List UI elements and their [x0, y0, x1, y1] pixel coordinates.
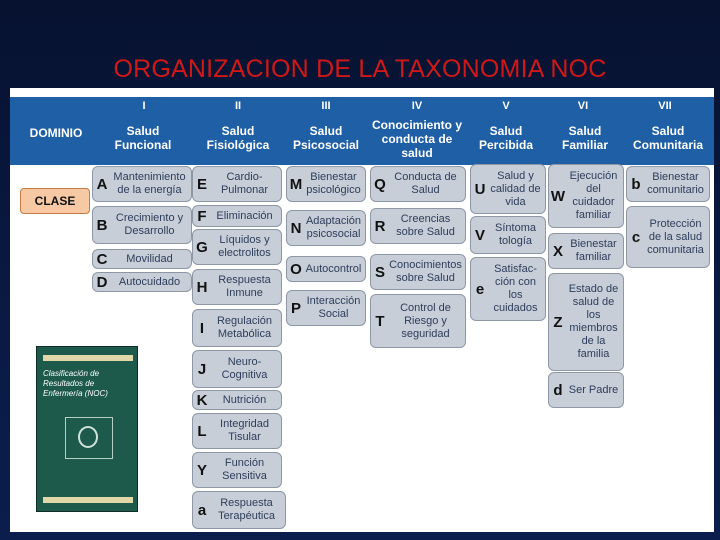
class-box	[370, 294, 466, 348]
class-text: Síntoma tología	[495, 222, 536, 247]
class-letter: Y	[196, 461, 207, 479]
class-letter: M	[289, 175, 303, 193]
class-box	[92, 206, 192, 244]
book-band	[43, 497, 133, 503]
class-box	[370, 208, 466, 244]
class-letter: Z	[553, 313, 563, 331]
class-letter: a	[197, 501, 207, 519]
domain-number: VII	[658, 100, 672, 112]
book-emblem-icon	[65, 417, 113, 459]
domain-name: Salud Familiar	[550, 115, 620, 160]
class-box	[192, 166, 282, 202]
class-box	[192, 390, 282, 410]
class-box	[192, 309, 282, 347]
class-box	[470, 164, 546, 214]
class-letter: e	[475, 280, 485, 298]
domain-number: V	[502, 100, 510, 112]
class-letter: A	[96, 175, 108, 193]
class-text: Ser Padre	[568, 383, 619, 396]
class-letter: L	[197, 422, 207, 440]
class-letter: H	[196, 278, 208, 296]
class-letter: C	[96, 250, 108, 268]
class-text: Nutrición	[222, 393, 267, 406]
class-box	[192, 269, 282, 305]
domain-number: VI	[577, 100, 589, 112]
class-text: Creencias sobre Salud	[396, 213, 455, 238]
class-box	[548, 273, 624, 371]
class-text: Adaptación psicosocial	[305, 215, 362, 240]
class-text: Ejecución del cuidador familiar	[569, 170, 618, 221]
class-letter: I	[199, 319, 205, 337]
class-letter: W	[550, 187, 566, 205]
class-letter: K	[196, 391, 208, 409]
class-text: Autocuidado	[118, 275, 181, 288]
class-text: Crecimiento y Desarrollo	[115, 212, 184, 237]
domain-number: I	[142, 100, 146, 112]
class-letter: X	[552, 242, 563, 260]
book-title: Clasificación de Resultados de Enfermería (NOC)	[43, 369, 108, 398]
class-box	[286, 166, 366, 202]
class-box	[286, 256, 366, 282]
class-letter: d	[553, 381, 563, 399]
noc-book-cover	[36, 346, 138, 512]
class-box	[470, 216, 546, 254]
class-letter: J	[197, 360, 207, 378]
domain-number: II	[234, 100, 242, 112]
class-letter: b	[631, 175, 641, 193]
class-box	[370, 254, 466, 290]
class-text: Salud y calidad de vida	[490, 169, 541, 208]
domain-name: Salud Percibida	[468, 115, 544, 160]
book-band	[43, 355, 133, 361]
class-box	[548, 164, 624, 228]
class-box	[286, 210, 366, 246]
class-box	[370, 166, 466, 202]
class-text: Control de Riesgo y seguridad	[400, 301, 451, 340]
class-letter: G	[196, 238, 208, 256]
class-box	[626, 206, 710, 268]
class-box	[92, 272, 192, 292]
class-box	[286, 290, 366, 326]
class-text: Bienestar psicológico	[306, 171, 361, 196]
class-text: Protección de la salud comunitaria	[647, 217, 704, 256]
class-box	[192, 413, 282, 449]
class-letter: F	[197, 207, 207, 225]
domain-name: Salud Psicosocial	[286, 115, 366, 160]
class-box	[92, 249, 192, 269]
class-text: Autocontrol	[305, 262, 362, 275]
class-letter: N	[290, 219, 302, 237]
class-box	[192, 452, 282, 488]
class-text: Eliminación	[216, 209, 273, 222]
class-text: Integridad Tisular	[220, 418, 269, 443]
class-box	[192, 491, 286, 529]
domain-name: Salud Funcional	[100, 115, 186, 160]
class-box	[626, 166, 710, 202]
class-text: Bienestar familiar	[570, 238, 617, 263]
class-letter: D	[96, 273, 108, 291]
domain-number: III	[321, 100, 331, 112]
domain-name: Salud Fisiológica	[194, 115, 282, 160]
class-letter: V	[474, 226, 485, 244]
domain-name: Conocimiento y conducta de salud	[372, 114, 462, 164]
class-letter: B	[96, 216, 108, 234]
class-box	[192, 350, 282, 388]
class-letter: U	[474, 180, 486, 198]
class-letter: Q	[374, 175, 386, 193]
class-letter: R	[374, 217, 386, 235]
class-letter: T	[375, 312, 385, 330]
class-text: Interacción Social	[306, 295, 361, 320]
class-letter: P	[290, 299, 301, 317]
class-text: Líquidos y electrolitos	[218, 234, 271, 259]
class-letter: S	[374, 263, 385, 281]
domain-name: Salud Comunitaria	[626, 115, 710, 160]
clase-label: CLASE	[20, 188, 90, 214]
class-letter: E	[196, 175, 207, 193]
class-text: Estado de salud de los miembros de la familia	[568, 283, 619, 360]
class-box	[470, 257, 546, 321]
class-box	[92, 166, 192, 202]
domain-number: IV	[411, 100, 423, 112]
class-text: Movilidad	[126, 252, 173, 265]
class-text: Regulación Metabólica	[216, 315, 273, 340]
class-text: Conocimientos sobre Salud	[389, 259, 462, 284]
class-text: Conducta de Salud	[394, 171, 457, 196]
class-box	[548, 372, 624, 408]
class-text: Respuesta Terapéutica	[218, 497, 275, 522]
class-letter: O	[290, 260, 302, 278]
class-text: Cardio- Pulmonar	[220, 171, 269, 196]
class-text: Bienestar comunitario	[647, 171, 704, 196]
class-letter: c	[631, 228, 641, 246]
slide-title: ORGANIZACION DE LA TAXONOMIA NOC	[113, 55, 607, 83]
class-box	[192, 205, 282, 227]
dominio-label: DOMINIO	[16, 121, 96, 145]
class-text: Función Sensitiva	[222, 457, 267, 482]
class-box	[192, 229, 282, 265]
class-text: Satisfac- ción con los cuidados	[493, 263, 538, 314]
class-box	[548, 233, 624, 269]
class-text: Respuesta Inmune	[218, 274, 271, 299]
class-text: Neuro- Cognitiva	[221, 356, 268, 381]
class-text: Mantenimiento de la energía	[113, 171, 186, 196]
